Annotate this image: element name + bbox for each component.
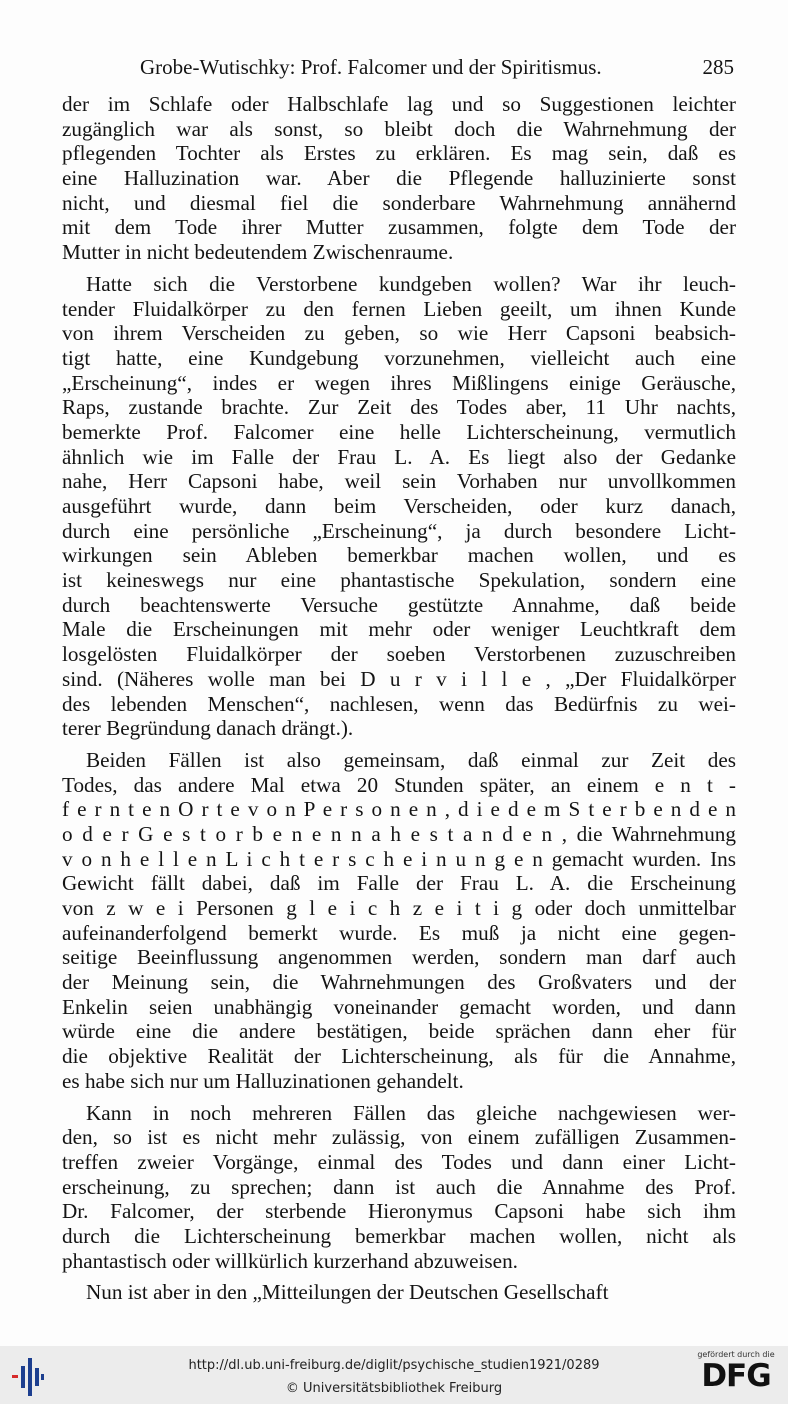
text-line: eine Halluzination war. Aber die Pflegende halluzinierte sonst [62,166,736,191]
text-line: durch beachtenswerte Versuche gestützte Annahme, daß beide [62,592,736,617]
text-line: sind. (Näheres wolle man bei D u r v i l l e , „Der Fluidalkörper [62,666,736,691]
text-line: Mutter in nicht bedeutendem Zwischenraume. [62,240,454,265]
text-line: f e r n t e n O r t e v o n P e r s o n e n , d i e d e m S t e r b e n d e n [62,797,736,822]
text-line: der im Schlafe oder Halbschlafe lag und so Suggestionen leichter [62,92,736,116]
text-line: durch die Lichterscheinung bemerkbar machen wollen, nicht als [62,1223,736,1248]
text-line: wirkungen sein Ableben bemerkbar machen wollen, und es [62,543,736,568]
text-line: der Meinung sein, die Wahrnehmungen des Großvaters und der [62,970,736,995]
page-number: 285 [702,55,734,79]
text-line: Hatte sich die Verstorbene kundgeben wollen? War ihr leuch- [86,271,736,296]
text-line: phantastisch oder willkürlich kurzerhand abzuweisen. [62,1248,518,1273]
text-line: Nun ist aber in den „Mitteilungen der Deutschen Gesellschaft [86,1280,609,1305]
text-line: v o n h e l l e n L i c h t e r s c h e i n u n g e n gemacht wurden. Ins [62,846,736,871]
text-line: Beiden Fällen ist also gemeinsam, daß einmal zur Zeit des [86,747,736,772]
text-line: ausgeführt wurde, dann beim Verscheiden, oder kurz danach, [62,494,736,518]
text-line: tigt hatte, eine Kundgebung vorzunehmen, vielleicht auch eine [62,345,736,370]
text-line: ähnlich wie im Falle der Frau L. A. Es liegt also der Gedanke [62,444,736,469]
text-line: seitige Beeinflussung angenommen werden, sondern man darf auch [62,945,736,970]
text-line: treffen zweier Vorgänge, einmal des Todes und dann einer Licht- [62,1149,736,1174]
text-line: es habe sich nur um Halluzinationen gehandelt. [62,1068,464,1093]
paragraph [62,1101,736,1274]
text-line: Gewicht fällt dabei, daß im Falle der Frau L. A. die Erscheinung [62,871,736,896]
text-line: zugänglich war als sonst, so bleibt doch die Wahrnehmung der [62,116,736,141]
dfg-logo [692,1350,780,1400]
text-line: Kann in noch mehreren Fällen das gleiche nachgewiesen wer- [86,1100,736,1125]
text-line: Male die Erscheinungen mit mehr oder weniger Leuchtkraft dem [62,617,736,642]
copyright-text: © Universitätsbibliothek Freiburg [285,1381,503,1396]
text-line: die objektive Realität der Lichterscheinung, als für die Annahme, [62,1044,736,1069]
text-line: bemerkte Prof. Falcomer eine helle Lichterscheinung, vermutlich [62,419,736,444]
paragraph [62,748,736,1094]
text-line: Enkelin seien unabhängig voneinander gemacht worden, und dann [62,994,736,1019]
text-line: durch eine persönliche „Erscheinung“, ja durch besondere Licht- [62,518,736,543]
text-line: „Erscheinung“, indes er wegen ihres Mißlingens einige Geräusche, [62,370,736,395]
text-line: terer Begründung danach drängt.). [62,716,354,741]
dfg-mark: DFG [701,1358,771,1394]
text-line: Dr. Falcomer, der sterbende Hieronymus Capsoni habe sich ihm [62,1199,736,1224]
text-line: würde eine die andere bestätigen, beide sprächen dann eher für [62,1019,736,1044]
footer-bar [0,1346,788,1404]
text-line: nicht, und diesmal fiel die sonderbare Wahrnehmung annähernd [62,190,736,215]
text-line: des lebenden Menschen“, nachlesen, wenn das Bedürfnis zu wei- [62,691,736,716]
text-line: nahe, Herr Capsoni habe, weil sein Vorhaben nur unvollkommen [62,469,736,494]
text-line: losgelösten Fluidalkörper der soeben Verstorbenen zuzuschreiben [62,642,736,667]
text-line: o d e r G e s t o r b e n e n n a h e s t a n d e n , die Wahrnehmung [62,821,736,846]
text-line: aufeinanderfolgend bemerkt wurde. Es muß ja nicht eine gegen- [62,920,736,945]
text-line: Raps, zustande brachte. Zur Zeit des Todes aber, 11 Uhr nachts, [62,395,736,420]
text-line: von ihrem Verscheiden zu geben, so wie Herr Capsoni beabsich- [62,321,736,346]
dfg-caption: gefördert durch die [697,1350,775,1359]
text-line: den, so ist es nicht mehr zulässig, von einem zufälligen Zusammen- [62,1125,736,1150]
text-line: pflegenden Tochter als Erstes zu erklären. Es mag sein, daß es [62,141,736,166]
text-line: Todes, das andere Mal etwa 20 Stunden später, an einem e n t - [62,772,736,797]
running-title: Grobe-Wutischky: Prof. Falcomer und der Spiritismus. [140,55,602,79]
text-line: tender Fluidalkörper zu den fernen Lieben geeilt, um ihnen Kunde [62,296,736,321]
body-text [62,92,736,1305]
text-line: erscheinung, zu sprechen; dann ist auch die Annahme des Prof. [62,1174,736,1199]
page-header [62,55,734,85]
paragraph [62,272,736,741]
text-line: von z w e i Personen g l e i c h z e i t i g oder doch unmittelbar [62,896,736,920]
source-url-link[interactable]: http://dl.ub.uni-freiburg.de/diglit/psychische_studien1921/0289 [188,1358,600,1373]
paragraph [62,1280,736,1305]
paragraph [62,92,736,265]
text-line: mit dem Tode ihrer Mutter zusammen, folgte dem Tode der [62,215,736,240]
text-line: ist keineswegs nur eine phantastische Spekulation, sondern eine [62,568,736,593]
